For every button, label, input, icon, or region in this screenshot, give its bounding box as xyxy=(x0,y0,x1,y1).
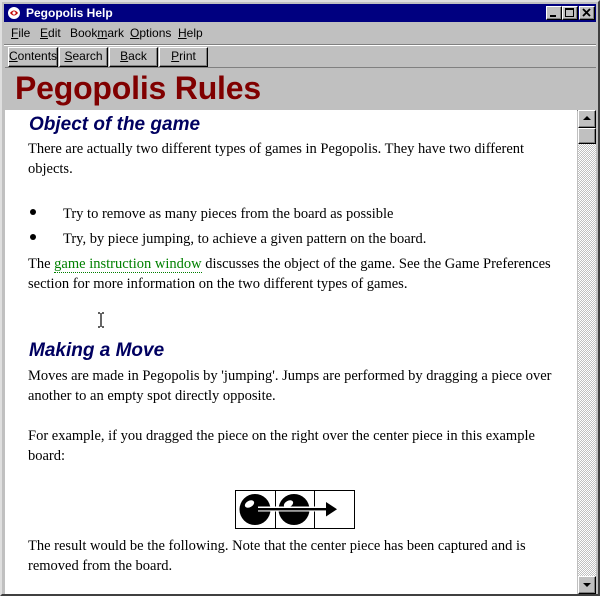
menu-bookmark[interactable]: Bookmark xyxy=(70,26,125,40)
scroll-down-button[interactable] xyxy=(578,576,596,594)
maximize-icon xyxy=(563,7,577,19)
button-bar xyxy=(4,44,596,67)
move-paragraph: Moves are made in Pegopolis by 'jumping'. Jumps are performed by dragging a piece over another to an empty spot directly opposite. xyxy=(28,368,552,404)
topic-content xyxy=(5,110,577,594)
bullet-marker xyxy=(30,209,36,215)
menu-options[interactable]: Options xyxy=(130,26,172,40)
page-title: Pegopolis Rules xyxy=(15,70,261,106)
arrow-down-icon xyxy=(583,583,591,587)
minimize-icon xyxy=(547,7,561,19)
back-button[interactable]: Back xyxy=(109,47,158,67)
heading-making-a-move: Making a Move xyxy=(29,340,165,361)
menu-edit[interactable]: Edit xyxy=(40,26,61,40)
bullet-item: Try, by piece jumping, to achieve a given pattern on the board. xyxy=(63,231,427,247)
minimize-button[interactable] xyxy=(546,6,562,20)
game-instruction-window-link[interactable]: game instruction window xyxy=(54,256,202,272)
text-cursor-icon xyxy=(97,312,105,328)
bullet-marker xyxy=(30,234,36,240)
result-paragraph: The result would be the following. Note that the center piece has been captured and is removed from the board. xyxy=(28,538,526,574)
vertical-scrollbar[interactable] xyxy=(578,110,596,594)
print-button[interactable]: Print xyxy=(159,47,208,67)
menu-help[interactable]: Help xyxy=(178,26,203,40)
example-paragraph: For example, if you dragged the piece on the right over the center piece in this example board: xyxy=(28,428,535,464)
heading-object-of-game: Object of the game xyxy=(29,114,201,135)
maximize-button[interactable] xyxy=(562,6,578,20)
window-title: Pegopolis Help xyxy=(26,6,113,20)
scroll-up-button[interactable] xyxy=(578,110,596,128)
search-button[interactable]: Search xyxy=(59,47,108,67)
intro-paragraph: There are actually two different types of games in Pegopolis. They have two different objects. xyxy=(28,141,525,177)
contents-button[interactable]: Contents xyxy=(8,47,58,67)
title-bar[interactable] xyxy=(4,4,596,22)
pegopolis-app-icon[interactable] xyxy=(7,6,21,20)
bullet-item: Try to remove as many pieces from the board as possible xyxy=(63,206,394,222)
close-icon xyxy=(580,7,594,19)
menu-file[interactable]: File xyxy=(11,26,31,40)
example-board xyxy=(235,490,355,529)
object-paragraph: The game instruction window discusses the object of the game. See the Game Preferences section for more information on the two different types of games. xyxy=(28,256,551,292)
scroll-thumb[interactable] xyxy=(578,128,596,144)
arrow-up-icon xyxy=(583,116,591,120)
jump-arrow-icon xyxy=(236,491,354,528)
close-button[interactable] xyxy=(579,6,595,20)
menu-bar xyxy=(4,23,596,43)
topic-header xyxy=(5,67,596,111)
